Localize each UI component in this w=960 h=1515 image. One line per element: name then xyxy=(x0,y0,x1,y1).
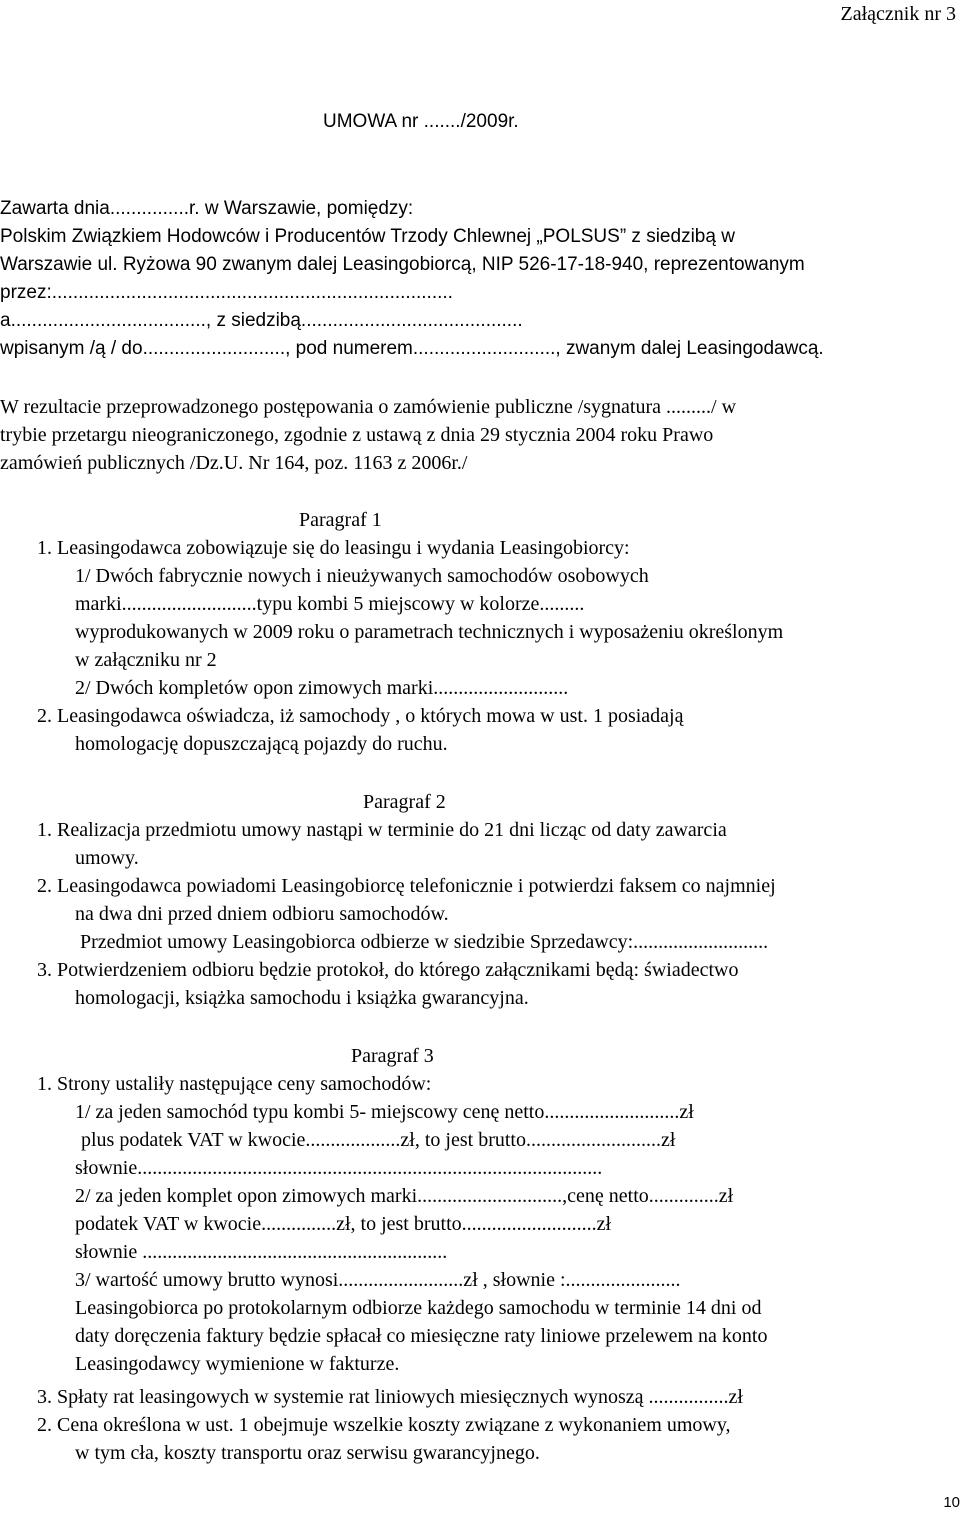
section1-item1-line-c: wyprodukowanych w 2009 roku o parametrach technicznych i wyposażeniu określonym xyxy=(75,621,784,643)
page-number: 10 xyxy=(943,1494,960,1511)
procedure-line3: zamówień publicznych /Dz.U. Nr 164, poz. 1163 z 2006r./ xyxy=(0,452,468,474)
section1-item1-line-e: 2/ Dwóch kompletów opon zimowych marki........................... xyxy=(75,677,569,699)
section1-item2-line-a: homologację dopuszczającą pojazdy do ruchu. xyxy=(75,733,448,755)
section1-item1: 1. Leasingodawca zobowiązuje się do leasingu i wydania Leasingobiorcy: xyxy=(37,537,630,559)
section1-item2: 2. Leasingodawca oświadcza, iż samochody , o których mowa w ust. 1 posiadają xyxy=(37,705,684,727)
section2-item1-line-a: umowy. xyxy=(75,847,139,869)
section2-item2: 2. Leasingodawca powiadomi Leasingobiorcę telefonicznie i potwierdzi faksem co najmniej xyxy=(37,875,776,897)
preamble-represented-by: przez:............................................................................ xyxy=(0,282,453,303)
section3-item2-line-a: w tym cła, koszty transportu oraz serwisu gwarancyjnego. xyxy=(75,1442,540,1464)
procedure-line2: trybie przetargu nieograniczonego, zgodnie z ustawą z dnia 29 stycznia 2004 roku Prawo xyxy=(0,424,714,446)
section3-item1-line-h: Leasingobiorca po protokolarnym odbiorze każdego samochodu w terminie 14 dni od xyxy=(75,1297,762,1319)
section1-item1-line-b: marki...........................typu kombi 5 miejscowy w kolorze......... xyxy=(75,593,585,615)
section2-item3-line-a: homologacji, książka samochodu i książka gwarancyjna. xyxy=(75,987,529,1009)
preamble-party2-registry: wpisanym /ą / do..........................., pod numerem..........................., zwanym dalej Leasingodawcą. xyxy=(0,338,824,359)
attachment-label: Załącznik nr 3 xyxy=(840,3,956,25)
section3-item1-line-a: 1/ za jeden samochód typu kombi 5- miejscowy cenę netto...........................zł xyxy=(75,1101,694,1123)
section3-item1-line-e: podatek VAT w kwocie...............zł, to jest brutto...........................zł xyxy=(75,1213,612,1235)
section3-item1-line-j: Leasingodawcy wymienione w fakturze. xyxy=(75,1353,400,1375)
section3-item1-line-i: daty doręczenia faktury będzie spłacał co miesięczne raty liniowe przelewem na konto xyxy=(75,1325,768,1347)
section2-item1: 1. Realizacja przedmiotu umowy nastąpi w terminie do 21 dni licząc od daty zawarcia xyxy=(37,819,727,841)
section1-item1-line-a: 1/ Dwóch fabrycznie nowych i nieużywanych samochodów osobowych xyxy=(75,565,649,587)
section3-item2: 2. Cena określona w ust. 1 obejmuje wszelkie koszty związane z wykonaniem umowy, xyxy=(37,1414,731,1436)
section3-item1-line-b: plus podatek VAT w kwocie...................zł, to jest brutto...........................zł xyxy=(81,1129,676,1151)
section3-heading: Paragraf 3 xyxy=(351,1045,434,1067)
section3-item1-line-c: słownie............................................................................................. xyxy=(75,1157,603,1179)
section3-item1: 1. Strony ustaliły następujące ceny samochodów: xyxy=(37,1073,432,1095)
section3-item1-line-g: 3/ wartość umowy brutto wynosi.........................zł , słownie :....................... xyxy=(75,1269,681,1291)
section3-item3: 3. Spłaty rat leasingowych w systemie rat liniowych miesięcznych wynoszą ................zł xyxy=(37,1386,743,1408)
section2-item3: 3. Potwierdzeniem odbioru będzie protokoł, do którego załącznikami będą: świadectwo xyxy=(37,959,739,981)
procedure-line1: W rezultacie przeprowadzonego postępowania o zamówienie publiczne /sygnatura ........./ w xyxy=(0,396,737,418)
preamble-party1-line2: Warszawie ul. Ryżowa 90 zwanym dalej Leasingobiorcą, NIP 526-17-18-940, reprezentowanym xyxy=(0,254,805,275)
section1-item1-line-d: w załączniku nr 2 xyxy=(75,649,217,671)
section1-heading: Paragraf 1 xyxy=(299,509,382,531)
section2-item2-line-b: Przedmiot umowy Leasingobiorca odbierze w siedzibie Sprzedawcy:........................... xyxy=(80,931,769,953)
section2-item2-line-a: na dwa dni przed dniem odbioru samochodów. xyxy=(75,903,449,925)
preamble-date-line: Zawarta dnia...............r. w Warszawie, pomiędzy: xyxy=(0,198,414,219)
document-title: UMOWA nr ......./2009r. xyxy=(323,111,519,132)
section2-heading: Paragraf 2 xyxy=(363,791,446,813)
preamble-party1-line1: Polskim Związkiem Hodowców i Producentów Trzody Chlewnej „POLSUS” z siedzibą w xyxy=(0,226,735,247)
preamble-party2-name: a....................................., z siedzibą.......................................... xyxy=(0,310,523,331)
section3-item1-line-f: słownie ............................................................. xyxy=(75,1241,448,1263)
section3-item1-line-d: 2/ za jeden komplet opon zimowych marki.............................,cenę netto..............zł xyxy=(75,1185,734,1207)
